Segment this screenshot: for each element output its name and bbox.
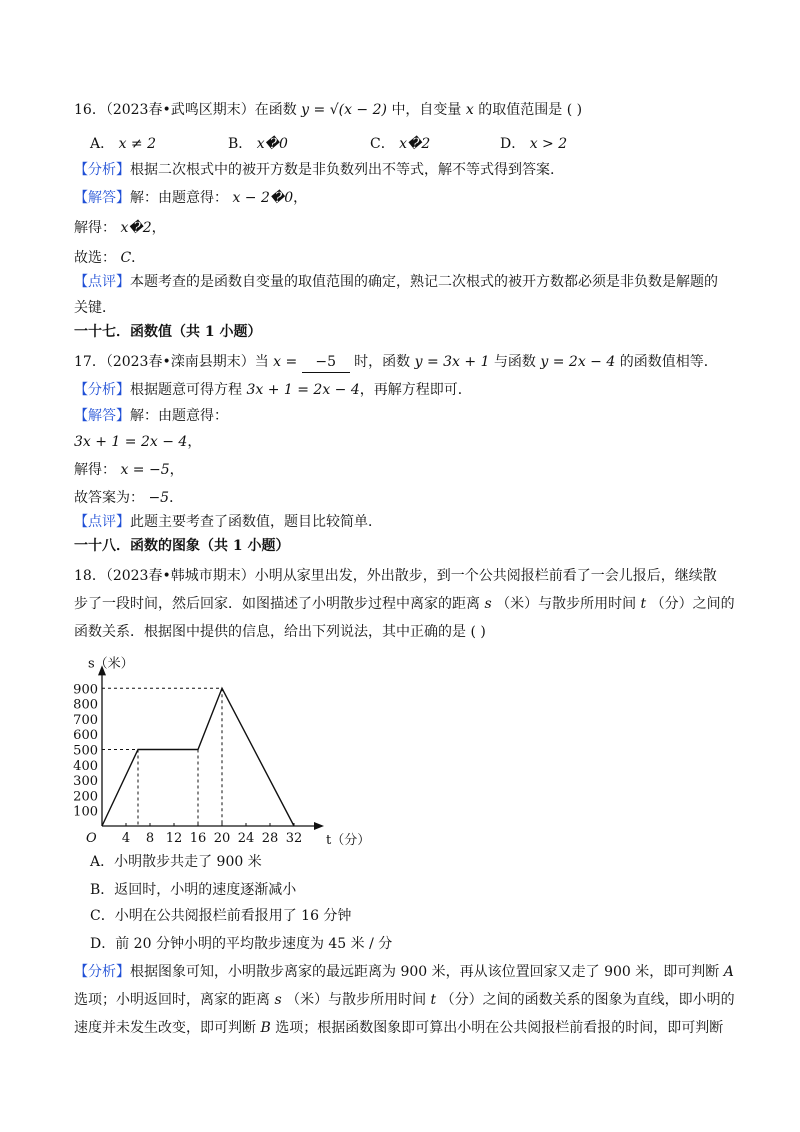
q18-t-unit: （分）: [650, 596, 693, 612]
analysis-text-2a: 选项；小明返回时，离家的距离: [74, 992, 270, 1008]
choose-end: ．: [131, 250, 146, 266]
q18-stem-line-2: [74, 594, 735, 614]
solve-end: ，: [151, 220, 166, 236]
option-text: x > 2: [529, 136, 568, 152]
q18-option-d: D．前 20 分钟小明的平均散步速度为 45 米 / 分: [90, 936, 393, 952]
final-math: −5: [148, 490, 170, 506]
analysis-t-var: t: [430, 992, 437, 1008]
option-text: x�2: [399, 136, 431, 152]
y-tick-label: 100: [73, 804, 98, 820]
x-tick-label: 32: [285, 831, 303, 846]
y-tick-label: 500: [73, 743, 98, 759]
final-end: ．: [169, 490, 184, 506]
q17-answer: [74, 406, 228, 426]
q18-t-var: t: [640, 596, 647, 612]
answer-tag: 【解答】: [74, 190, 130, 206]
analysis-text-3a: 速度并未发生改变，即可判断: [74, 1020, 256, 1036]
x-axis-label: t（分）: [326, 833, 371, 848]
q16-stem-a: 16．（2023春•武鸣区期末）在函数: [74, 102, 297, 118]
x-tick-label: 12: [165, 831, 183, 846]
q16-option-d: [500, 134, 567, 154]
analysis-s-var: s: [274, 992, 282, 1008]
y-tick-label: 300: [73, 774, 98, 790]
solve-label: 解得：: [74, 220, 116, 236]
analysis-unit-2: （分）: [440, 992, 483, 1008]
origin-label: O: [86, 831, 97, 846]
q16-paren: ( ): [566, 102, 583, 118]
q16-stem: [74, 100, 582, 120]
q18-stem-line-3: [74, 622, 486, 642]
q16-option-a: [90, 134, 156, 154]
section-heading-17: 一十七．函数值（共 1 小题）: [74, 324, 262, 340]
q16-function: y = √(x − 2): [301, 102, 387, 118]
analysis-math: 3x + 1 = 2x − 4: [246, 382, 360, 398]
q17-equation: [74, 432, 201, 452]
x-tick-label: 4: [121, 831, 131, 846]
option-letter: A．: [90, 136, 115, 152]
analysis-end: ，再解方程即可．: [359, 382, 472, 398]
q16-stem-b: 中，自变量: [391, 102, 462, 118]
answer-math: x − 2�0: [232, 190, 294, 206]
comment-text: 此题主要考查了函数值，题目比较简单．: [130, 514, 382, 530]
equation-end: ，: [187, 434, 202, 450]
q18-s-unit: （米）: [496, 596, 539, 612]
q18-stem-2a: 步了一段时间，然后回家．如图描述了小明散步过程中离家的距离: [74, 596, 480, 612]
analysis-text-2b: 与散步所用时间: [328, 992, 427, 1008]
x-axis-arrow-icon: [314, 822, 324, 830]
analysis-tag: 【分析】: [74, 382, 130, 398]
q17-stem-c: 与函数: [493, 354, 536, 370]
analysis-text: 根据二次根式中的被开方数是非负数列出不等式，解不等式得到答案.: [130, 162, 555, 178]
q18-stem-2c: 之间的: [692, 596, 735, 612]
analysis-text-3b: 选项；根据函数图象即可算出小明在公共阅报栏前看报的时间，即可判断: [275, 1020, 724, 1036]
q17-blank-answer: −5: [302, 352, 350, 373]
q18-analysis-line-1: [74, 962, 734, 982]
x-tick-label: 8: [145, 831, 155, 846]
q17-stem: [74, 352, 718, 373]
q18-option-c: C．小明在公共阅报栏前看报用了 16 分钟: [90, 908, 352, 924]
final-label: 故答案为：: [74, 490, 144, 506]
q17-stem-b: 时，函数: [354, 354, 411, 370]
q18-stem-3: 函数关系．根据图中提供的信息，给出下列说法，其中正确的是: [74, 624, 466, 640]
q17-solve: [74, 460, 184, 480]
q16-solve: [74, 218, 166, 238]
answer-text: 解：由题意得：: [130, 190, 228, 206]
y-tick-label: 400: [73, 758, 98, 774]
x-tick-label: 20: [213, 831, 231, 846]
equation-math: 3x + 1 = 2x − 4: [74, 434, 188, 450]
tick-labels: [73, 682, 302, 846]
q17-comment: [74, 512, 382, 532]
comment-tag: 【点评】: [74, 274, 130, 290]
comment-tag: 【点评】: [74, 514, 130, 530]
answer-text: 解：由题意得：: [130, 408, 228, 424]
y-tick-label: 900: [73, 682, 98, 698]
chart-axes: [98, 665, 324, 830]
q18-stem-2b: 与散步所用时间: [538, 596, 637, 612]
option-text: x�0: [256, 136, 288, 152]
option-text: x ≠ 2: [118, 136, 157, 152]
q18-option-a: A．小明散步共走了 900 米: [90, 854, 262, 870]
q17-stem-a: 17．（2023春•滦南县期末）当: [74, 354, 269, 370]
section-heading-18: 一十八．函数的图象（共 1 小题）: [74, 538, 290, 554]
q17-function-2: y = 2x − 4: [540, 354, 616, 370]
analysis-tag: 【分析】: [74, 162, 130, 178]
q17-var: x =: [273, 354, 298, 370]
q16-choose: [74, 248, 145, 268]
y-axis-label: s（米）: [88, 656, 134, 672]
analysis-text-1: 根据图象可知，小明散步离家的最远距离为 900 米，再从该位置回家又走了 900 米，即可判断: [130, 964, 720, 980]
q17-function-1: y = 3x + 1: [414, 354, 490, 370]
choose-label: 故选：: [74, 250, 116, 266]
q17-final: [74, 488, 183, 508]
option-letter: D．: [500, 136, 526, 152]
q16-comment: [74, 272, 718, 292]
q16-analysis: [74, 160, 554, 180]
analysis-math-a: A: [723, 964, 734, 980]
q16-answer: [74, 188, 307, 208]
q18-paren: ( ): [470, 624, 486, 640]
solve-math: x = −5: [120, 462, 170, 478]
dashed-guides: [102, 688, 222, 826]
solve-label: 解得：: [74, 462, 116, 478]
option-letter: B．: [228, 136, 253, 152]
option-letter: C．: [370, 136, 395, 152]
solve-math: x�2: [120, 220, 152, 236]
q16-option-b: [228, 134, 288, 154]
analysis-unit-1: （米）: [286, 992, 329, 1008]
answer-tag: 【解答】: [74, 408, 130, 424]
q17-stem-d: 的函数值相等．: [619, 354, 718, 370]
y-tick-label: 700: [73, 712, 98, 728]
q18-analysis-line-2: [74, 990, 735, 1010]
q16-comment-2: 关键．: [74, 300, 116, 316]
comment-text: 本题考查的是函数自变量的取值范围的确定，熟记二次根式的被开方数都必须是非负数是解题的: [130, 274, 718, 290]
y-tick-label: 200: [73, 789, 98, 805]
x-tick-label: 28: [261, 831, 279, 846]
x-tick-label: 24: [237, 831, 255, 846]
analysis-text-2c: 之间的函数关系的图象为直线，即小明的: [482, 992, 735, 1008]
q18-option-b: B．返回时，小明的速度逐渐减小: [90, 882, 297, 898]
q18-s-var: s: [484, 596, 492, 612]
x-tick-label: 16: [189, 831, 207, 846]
q17-analysis: [74, 380, 472, 400]
q16-stem-c: 的取值范围是: [478, 102, 563, 118]
y-tick-label: 800: [73, 697, 98, 713]
q18-stem-line-1: 18．（2023春•韩城市期末）小明从家里出发，外出散步，到一个公共阅报栏前看了一会儿报后，继续散: [74, 568, 717, 584]
choose-math: C: [120, 250, 132, 266]
answer-end: ，: [293, 190, 308, 206]
analysis-math-b: B: [260, 1020, 271, 1036]
analysis-text: 根据题意可得方程: [130, 382, 242, 398]
distance-time-chart: [70, 640, 371, 850]
q16-var: x: [465, 102, 474, 118]
analysis-tag: 【分析】: [74, 964, 130, 980]
y-tick-label: 600: [73, 728, 98, 744]
solve-end: ，: [169, 462, 184, 478]
q16-option-c: [370, 134, 430, 154]
q18-analysis-line-3: [74, 1018, 723, 1038]
